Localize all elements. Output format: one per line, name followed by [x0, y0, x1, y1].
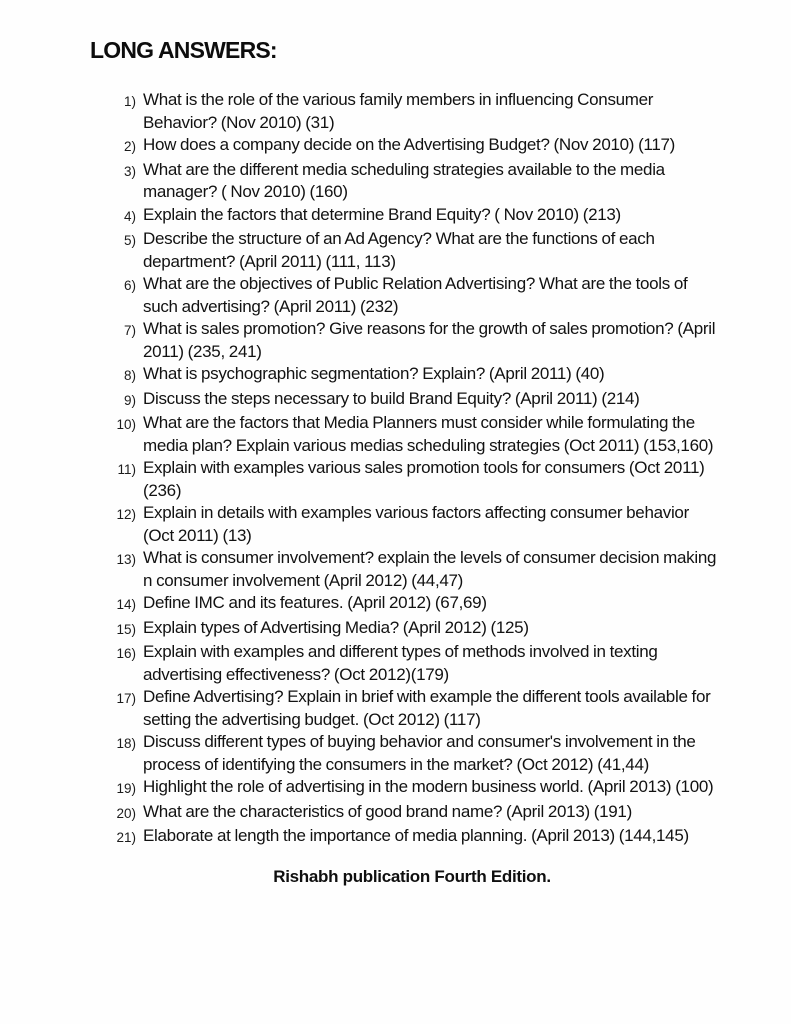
- question-text: Elaborate at length the importance of media planning. (April 2013) (144,145): [143, 826, 689, 845]
- question-number: 9): [123, 392, 136, 408]
- list-item: [112, 776, 791, 801]
- question-number: 13): [116, 552, 136, 567]
- question-number: 20): [116, 805, 136, 821]
- question-number: 10): [116, 417, 136, 432]
- question-number: 1): [123, 94, 136, 109]
- list-item: [112, 825, 791, 850]
- list-item: [112, 686, 791, 731]
- list-item: [112, 363, 791, 388]
- question-text: What is psychographic segmentation? Explain? (April 2011) (40): [143, 364, 605, 383]
- question-text: Describe the structure of an Ad Agency? What are the functions of each department? (April 2011) (111, 113): [143, 229, 655, 271]
- question-text: Highlight the role of advertising in the modern business world. (April 2013) (100): [143, 777, 714, 796]
- question-number: 21): [116, 830, 136, 845]
- list-item: [112, 617, 791, 642]
- question-text: Explain types of Advertising Media? (April 2012) (125): [143, 617, 529, 637]
- question-text: What are the characteristics of good brand name? (April 2013) (191): [143, 801, 632, 821]
- publication-footer: Rishabh publication Fourth Edition.: [273, 866, 551, 886]
- question-text: How does a company decide on the Advertising Budget? (Nov 2010) (117): [143, 135, 675, 154]
- list-item: [112, 502, 791, 547]
- question-number: 17): [116, 691, 136, 706]
- list-item: [112, 388, 791, 413]
- question-number: 8): [123, 368, 136, 383]
- question-text: What are the different media scheduling strategies available to the media manager? ( Nov 2010) (160): [143, 159, 665, 201]
- question-number: 6): [123, 278, 136, 293]
- question-number: 11): [117, 462, 136, 477]
- list-item: [112, 318, 791, 363]
- list-item: [112, 134, 791, 159]
- list-item: [112, 159, 791, 204]
- question-text: Define IMC and its features. (April 2012) (67,69): [143, 593, 487, 612]
- list-item: [112, 547, 791, 592]
- question-text: Explain in details with examples various factors affecting consumer behavior (Oct 2011) (13): [143, 503, 689, 545]
- question-text: Explain the factors that determine Brand Equity? ( Nov 2010) (213): [143, 204, 621, 224]
- question-text: What is sales promotion? Give reasons for the growth of sales promotion? (April 2011) (235, 241): [143, 319, 716, 361]
- question-number: 12): [116, 507, 136, 522]
- list-item: [112, 731, 791, 776]
- question-number: 4): [123, 208, 136, 224]
- question-text: What are the factors that Media Planners must consider while formulating the media plan? Explain various medias scheduling strategies (Oct 2011) (153,160): [143, 413, 714, 455]
- question-text: Discuss the steps necessary to build Brand Equity? (April 2011) (214): [143, 388, 640, 408]
- question-number: 14): [116, 597, 136, 612]
- list-item: [112, 641, 791, 686]
- question-text: Define Advertising? Explain in brief with example the different tools available for setting the advertising budget. (Oct 2012) (117): [143, 687, 711, 729]
- question-text: What is the role of the various family members in influencing Consumer Behavior? (Nov 2010) (31): [143, 90, 654, 132]
- question-text: What is consumer involvement? explain the levels of consumer decision making n consumer involvement (April 2012) (44,47): [143, 548, 717, 590]
- question-number: 16): [116, 646, 136, 661]
- question-number: 19): [116, 781, 136, 796]
- question-number: 3): [123, 163, 136, 179]
- question-text: Explain with examples and different types of methods involved in texting advertising effectiveness? (Oct 2012)(179): [143, 642, 658, 684]
- list-item: [112, 204, 791, 229]
- list-item: [112, 89, 791, 134]
- question-number: 5): [123, 233, 136, 248]
- question-text: Explain with examples various sales promotion tools for consumers (Oct 2011) (236): [143, 458, 705, 500]
- page-title: LONG ANSWERS:: [90, 37, 277, 63]
- question-number: 7): [123, 323, 136, 338]
- list-item: [112, 592, 791, 617]
- list-item: [112, 412, 791, 457]
- question-number: 15): [116, 621, 136, 637]
- list-item: [112, 273, 791, 318]
- questions-list: [112, 89, 791, 850]
- question-number: 2): [123, 139, 136, 154]
- question-number: 18): [116, 736, 136, 751]
- question-text: What are the objectives of Public Relation Advertising? What are the tools of such advertising? (April 2011) (232): [143, 274, 688, 316]
- list-item: [112, 228, 791, 273]
- list-item: [112, 457, 791, 502]
- list-item: [112, 801, 791, 826]
- question-text: Discuss different types of buying behavior and consumer's involvement in the process of identifying the consumers in the market? (Oct 2012) (41,44): [143, 732, 696, 774]
